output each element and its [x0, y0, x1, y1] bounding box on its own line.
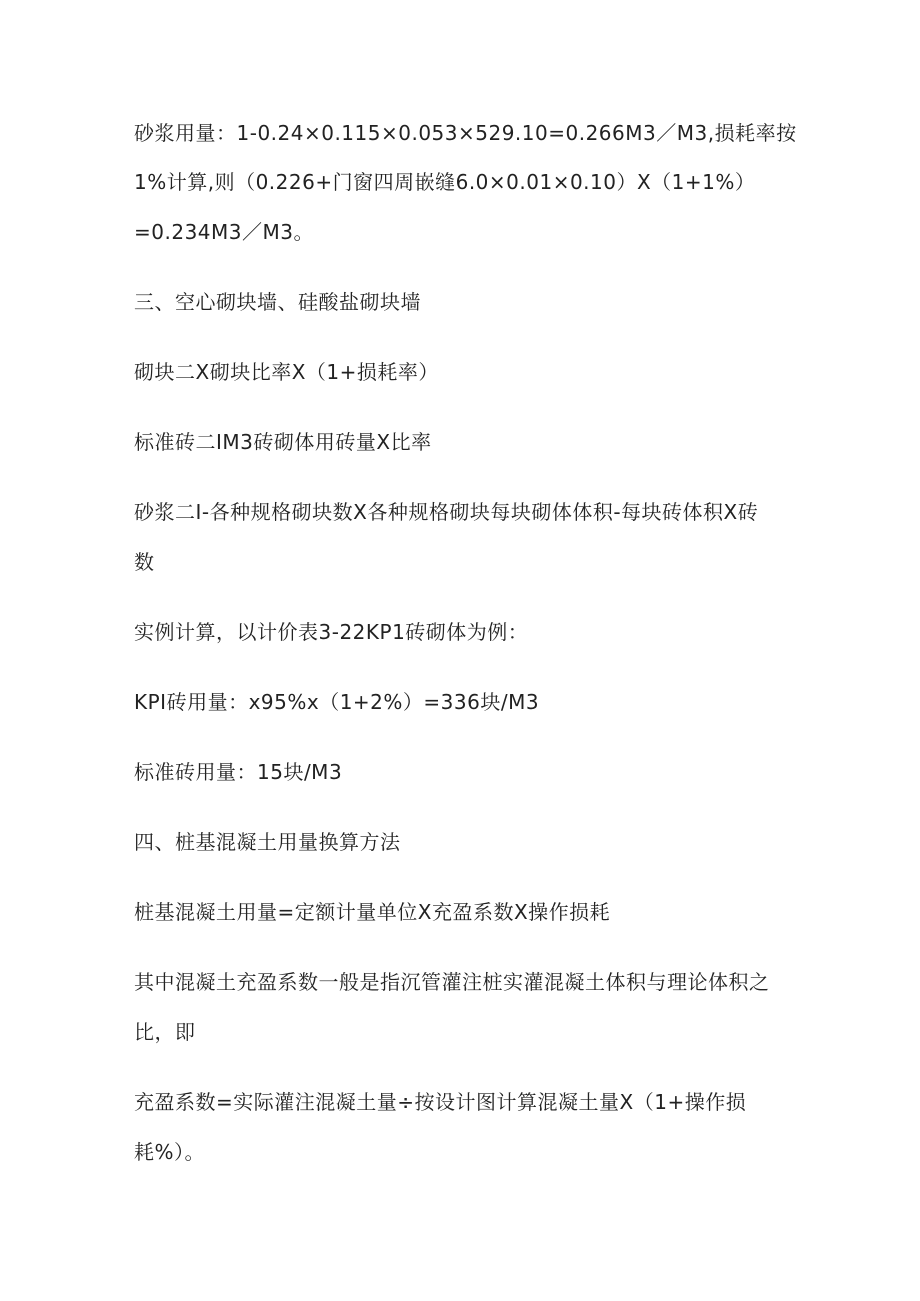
paragraph-mortar-result: =0.234M3／M3。 [134, 220, 314, 244]
paragraph-mortar-usage: 砂浆用量：1-0.24×0.115×0.053×529.10=0.266M3／M3,损耗率按 [134, 121, 797, 145]
paragraph-fill-factor-definition: 其中混凝土充盈系数一般是指沉管灌注桩实灌混凝土体积与理论体积之 [134, 970, 770, 994]
formula-fill-factor: 充盈系数=实际灌注混凝土量÷按设计图计算混凝土量X（1+操作损 [134, 1090, 747, 1114]
formula-block-usage: 砌块二X砌块比率X（1+损耗率） [134, 360, 439, 384]
section-heading-hollow-block: 三、空心砌块墙、硅酸盐砌块墙 [134, 290, 421, 314]
paragraph-standard-brick-usage: 标准砖用量：15块/M3 [134, 760, 343, 784]
formula-mortar-continued: 数 [134, 550, 155, 574]
paragraph-fill-factor-definition-end: 比，即 [134, 1020, 196, 1044]
formula-pile-concrete: 桩基混凝土用量=定额计量单位X充盈系数X操作损耗 [134, 900, 611, 924]
formula-mortar: 砂浆二I-各种规格砌块数X各种规格砌块每块砌体体积-每块砖体积X砖 [134, 500, 759, 524]
formula-fill-factor-end: 耗%）。 [134, 1140, 206, 1164]
paragraph-mortar-calc: 1%计算,则（0.226+门窗四周嵌缝6.0×0.01×0.10）X（1+1%） [134, 170, 756, 194]
formula-standard-brick: 标准砖二IM3砖砌体用砖量X比率 [134, 430, 432, 454]
section-heading-pile-concrete: 四、桩基混凝土用量换算方法 [134, 830, 401, 854]
paragraph-kpi-brick-usage: KPI砖用量：x95%x（1+2%）=336块/M3 [134, 690, 540, 714]
paragraph-example-intro: 实例计算，以计价表3-22KP1砖砌体为例： [134, 620, 529, 644]
